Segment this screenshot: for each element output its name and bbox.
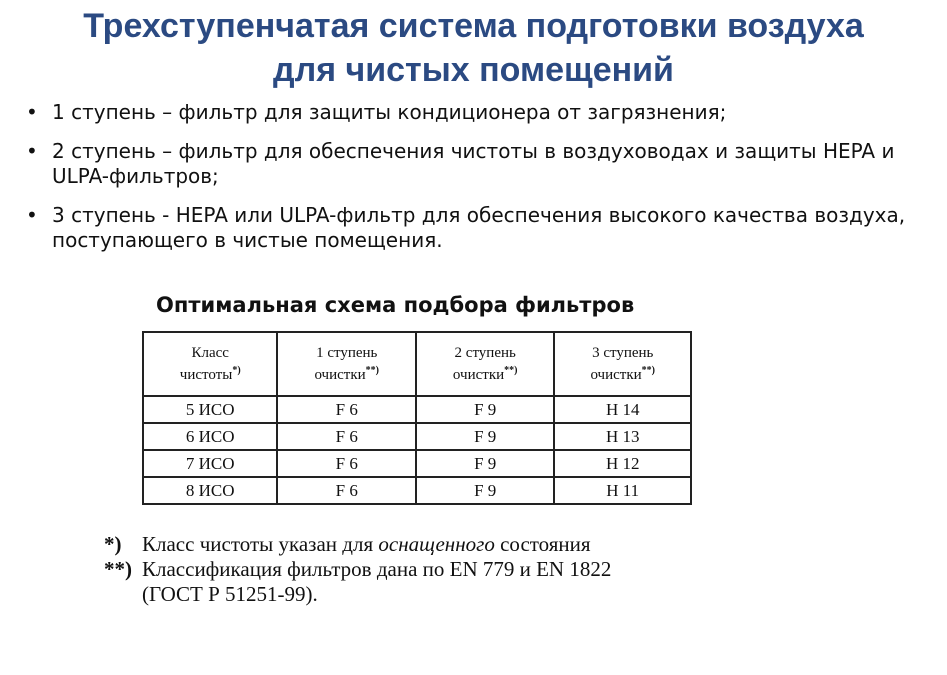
stage-3-text: 3 ступень - HEPA или ULPA-фильтр для обеспечения высокого качества воздуха, поступающего в чистые помещения. (52, 203, 906, 252)
header-line-text: очистки (452, 367, 505, 383)
footnote-text: (ГОСТ Р 51251-99). (142, 582, 318, 606)
table-row (143, 477, 691, 504)
table-cell: F 6 (277, 423, 415, 450)
list-item (26, 139, 941, 189)
table-cell: F 9 (416, 423, 554, 450)
table-cell: F 6 (277, 450, 415, 477)
list-item (26, 203, 941, 253)
bullet-icon: • (26, 100, 38, 124)
header-line-text: очистки (590, 367, 642, 383)
header-line (144, 362, 276, 384)
footnote-mark: **) (365, 365, 379, 376)
table-row (143, 450, 691, 477)
footnote-mark: **) (104, 557, 132, 581)
table-row (143, 396, 691, 423)
slide-title-line-2: для чистых помещений (273, 51, 674, 89)
bullet-icon: • (26, 139, 38, 163)
footnote-mark: **) (504, 365, 518, 376)
list-item (26, 100, 941, 125)
stage-2-text: 2 ступень – фильтр для обеспечения чистоты в воздуховодах и защиты HEPA и ULPA-фильтров; (52, 139, 895, 188)
table-cell: 7 ИСО (143, 450, 277, 477)
table-cell: 5 ИСО (143, 396, 277, 423)
footnote-2 (104, 557, 611, 607)
footnote-mark: **) (641, 365, 655, 376)
column-header-stage-2 (416, 332, 554, 396)
header-line-text: чистоты (179, 367, 233, 383)
footnote-mark: *) (232, 365, 241, 376)
footnote-text: Классификация фильтров дана по EN 779 и EN 1822 (142, 557, 612, 581)
column-header-stage-1 (277, 332, 415, 396)
filter-selection-table (142, 331, 692, 505)
footnote-text: состояния (494, 532, 591, 556)
table-cell: 8 ИСО (143, 477, 277, 504)
footnote-emphasis: оснащенного (378, 532, 495, 556)
header-line (555, 362, 690, 384)
table-row (143, 423, 691, 450)
header-line (417, 362, 553, 384)
stage-1-text: 1 ступень – фильтр для защиты кондиционера от загрязнения; (52, 100, 727, 124)
table-cell: F 9 (416, 450, 554, 477)
table-cell: H 11 (554, 477, 691, 504)
header-line: 1 ступень (316, 345, 378, 361)
table-cell: 6 ИСО (143, 423, 277, 450)
table-cell: F 6 (277, 396, 415, 423)
table-cell: H 12 (554, 450, 691, 477)
table-title: Оптимальная схема подбора фильтров (156, 293, 635, 317)
column-header-class (143, 332, 277, 396)
stages-list (26, 100, 941, 267)
table-cell: F 6 (277, 477, 415, 504)
footnote-text: Класс чистоты указан для (142, 532, 379, 556)
bullet-icon: • (26, 203, 38, 227)
footnote-mark: *) (104, 532, 122, 556)
slide-title (0, 4, 947, 92)
table-cell: H 13 (554, 423, 691, 450)
header-line: 3 ступень (592, 345, 654, 361)
header-line-text: очистки (314, 367, 366, 383)
table-cell: H 14 (554, 396, 691, 423)
footnotes (104, 532, 611, 607)
header-line: 2 ступень (454, 345, 516, 361)
table-cell: F 9 (416, 396, 554, 423)
header-line (278, 362, 414, 384)
table-header-row (143, 332, 691, 396)
table-cell: F 9 (416, 477, 554, 504)
header-line: Класс (191, 345, 229, 361)
footnote-1 (104, 532, 611, 557)
slide-title-line-1: Трехступенчатая система подготовки воздуха (83, 7, 864, 45)
column-header-stage-3 (554, 332, 691, 396)
